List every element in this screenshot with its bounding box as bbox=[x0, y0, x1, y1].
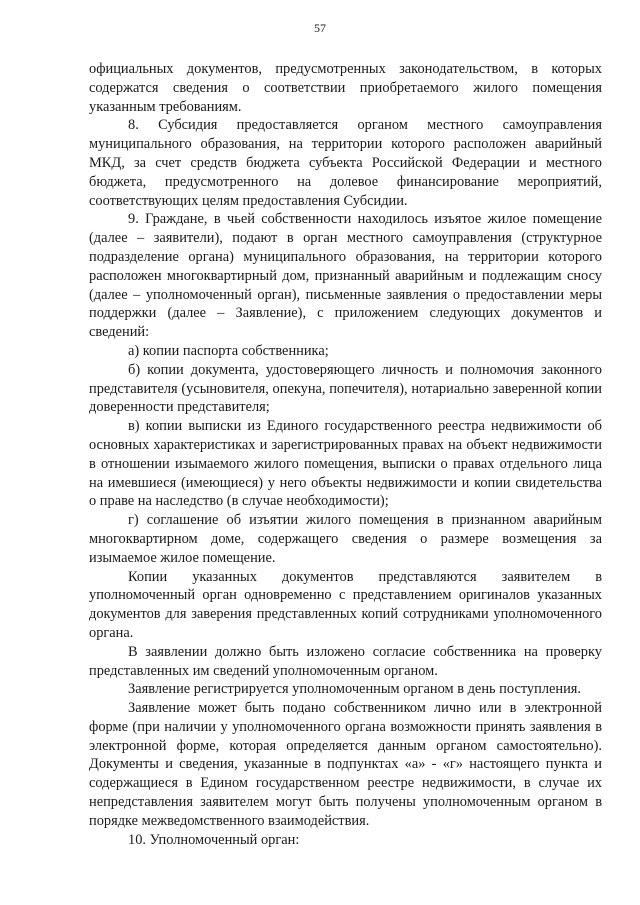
paragraph-consent: В заявлении должно быть изложено согласие собственника на проверку представленных им сведений уполномоченным органом. bbox=[89, 643, 602, 679]
page-number: 57 bbox=[314, 21, 326, 35]
document-body bbox=[89, 60, 602, 849]
paragraph-item-10: 10. Уполномоченный орган: bbox=[128, 831, 300, 848]
list-item-v: в) копии выписки из Единого государственного реестра недвижимости об основных характеристиках и зарегистрированных правах на объект недвижимости в отношении изымаемого жилого помещения, выписки о правах отдельного лица на имевшиеся (имеющиеся) у него объекты недвижимости и копии свидетельства о праве на наследство (в случае необходимости); bbox=[89, 418, 602, 510]
list-item-a: а) копии паспорта собственника; bbox=[128, 342, 329, 359]
paragraph-submission: Заявление может быть подано собственником лично или в электронной форме (при наличии у уполномоченного органа возможности принять заявления в электронной форме, которая определяется данным органом самостоятельно). Документы и сведения, указанные в подпунктах «а» - «г» настоящего пункта и содержащиеся в Едином государственном реестре недвижимости, в случае их непредставления заявителем могут быть получены уполномоченным органом в порядке межведомственного взаимодействия. bbox=[89, 700, 602, 829]
paragraph-item-9: 9. Граждане, в чьей собственности находилось изъятое жилое помещение (далее – заявители), подают в орган местного самоуправления (структурное подразделение органа) муниципального образования, на территории которого расположен многоквартирный дом, признанный аварийным и подлежащим сносу (далее – уполномоченный орган), письменные заявления о предоставлении меры поддержки (далее – Заявление), с приложением следующих документов и сведений: bbox=[89, 211, 602, 341]
list-item-b: б) копии документа, удостоверяющего личность и полномочия законного представителя (усыновителя, опекуна, попечителя), нотариально заверенной копии доверенности представителя; bbox=[89, 361, 602, 416]
paragraph-continuation: официальных документов, предусмотренных законодательством, в которых содержатся сведения о соответствии приобретаемого жилого помещения указанным требованиям. bbox=[89, 61, 602, 115]
paragraph-copies: Копии указанных документов представляются заявителем в уполномоченный орган одновременно с представлением оригиналов указанных документов для заверения представленных копий сотрудниками уполномоченного органа. bbox=[89, 568, 602, 641]
list-item-g: г) соглашение об изъятии жилого помещения в признанном аварийным многоквартирном доме, содержащего сведения о размере возмещения за изымаемое жилое помещение. bbox=[89, 512, 602, 566]
paragraph-item-8: 8. Субсидия предоставляется органом местного самоуправления муниципального образования, на территории которого расположен аварийный МКД, за счет средств бюджета субъекта Российской Федерации и местного бюджета, предусмотренного на долевое финансирование мероприятий, соответствующих целям предоставления Субсидии. bbox=[89, 117, 602, 209]
paragraph-registration: Заявление регистрируется уполномоченным органом в день поступления. bbox=[128, 681, 582, 698]
